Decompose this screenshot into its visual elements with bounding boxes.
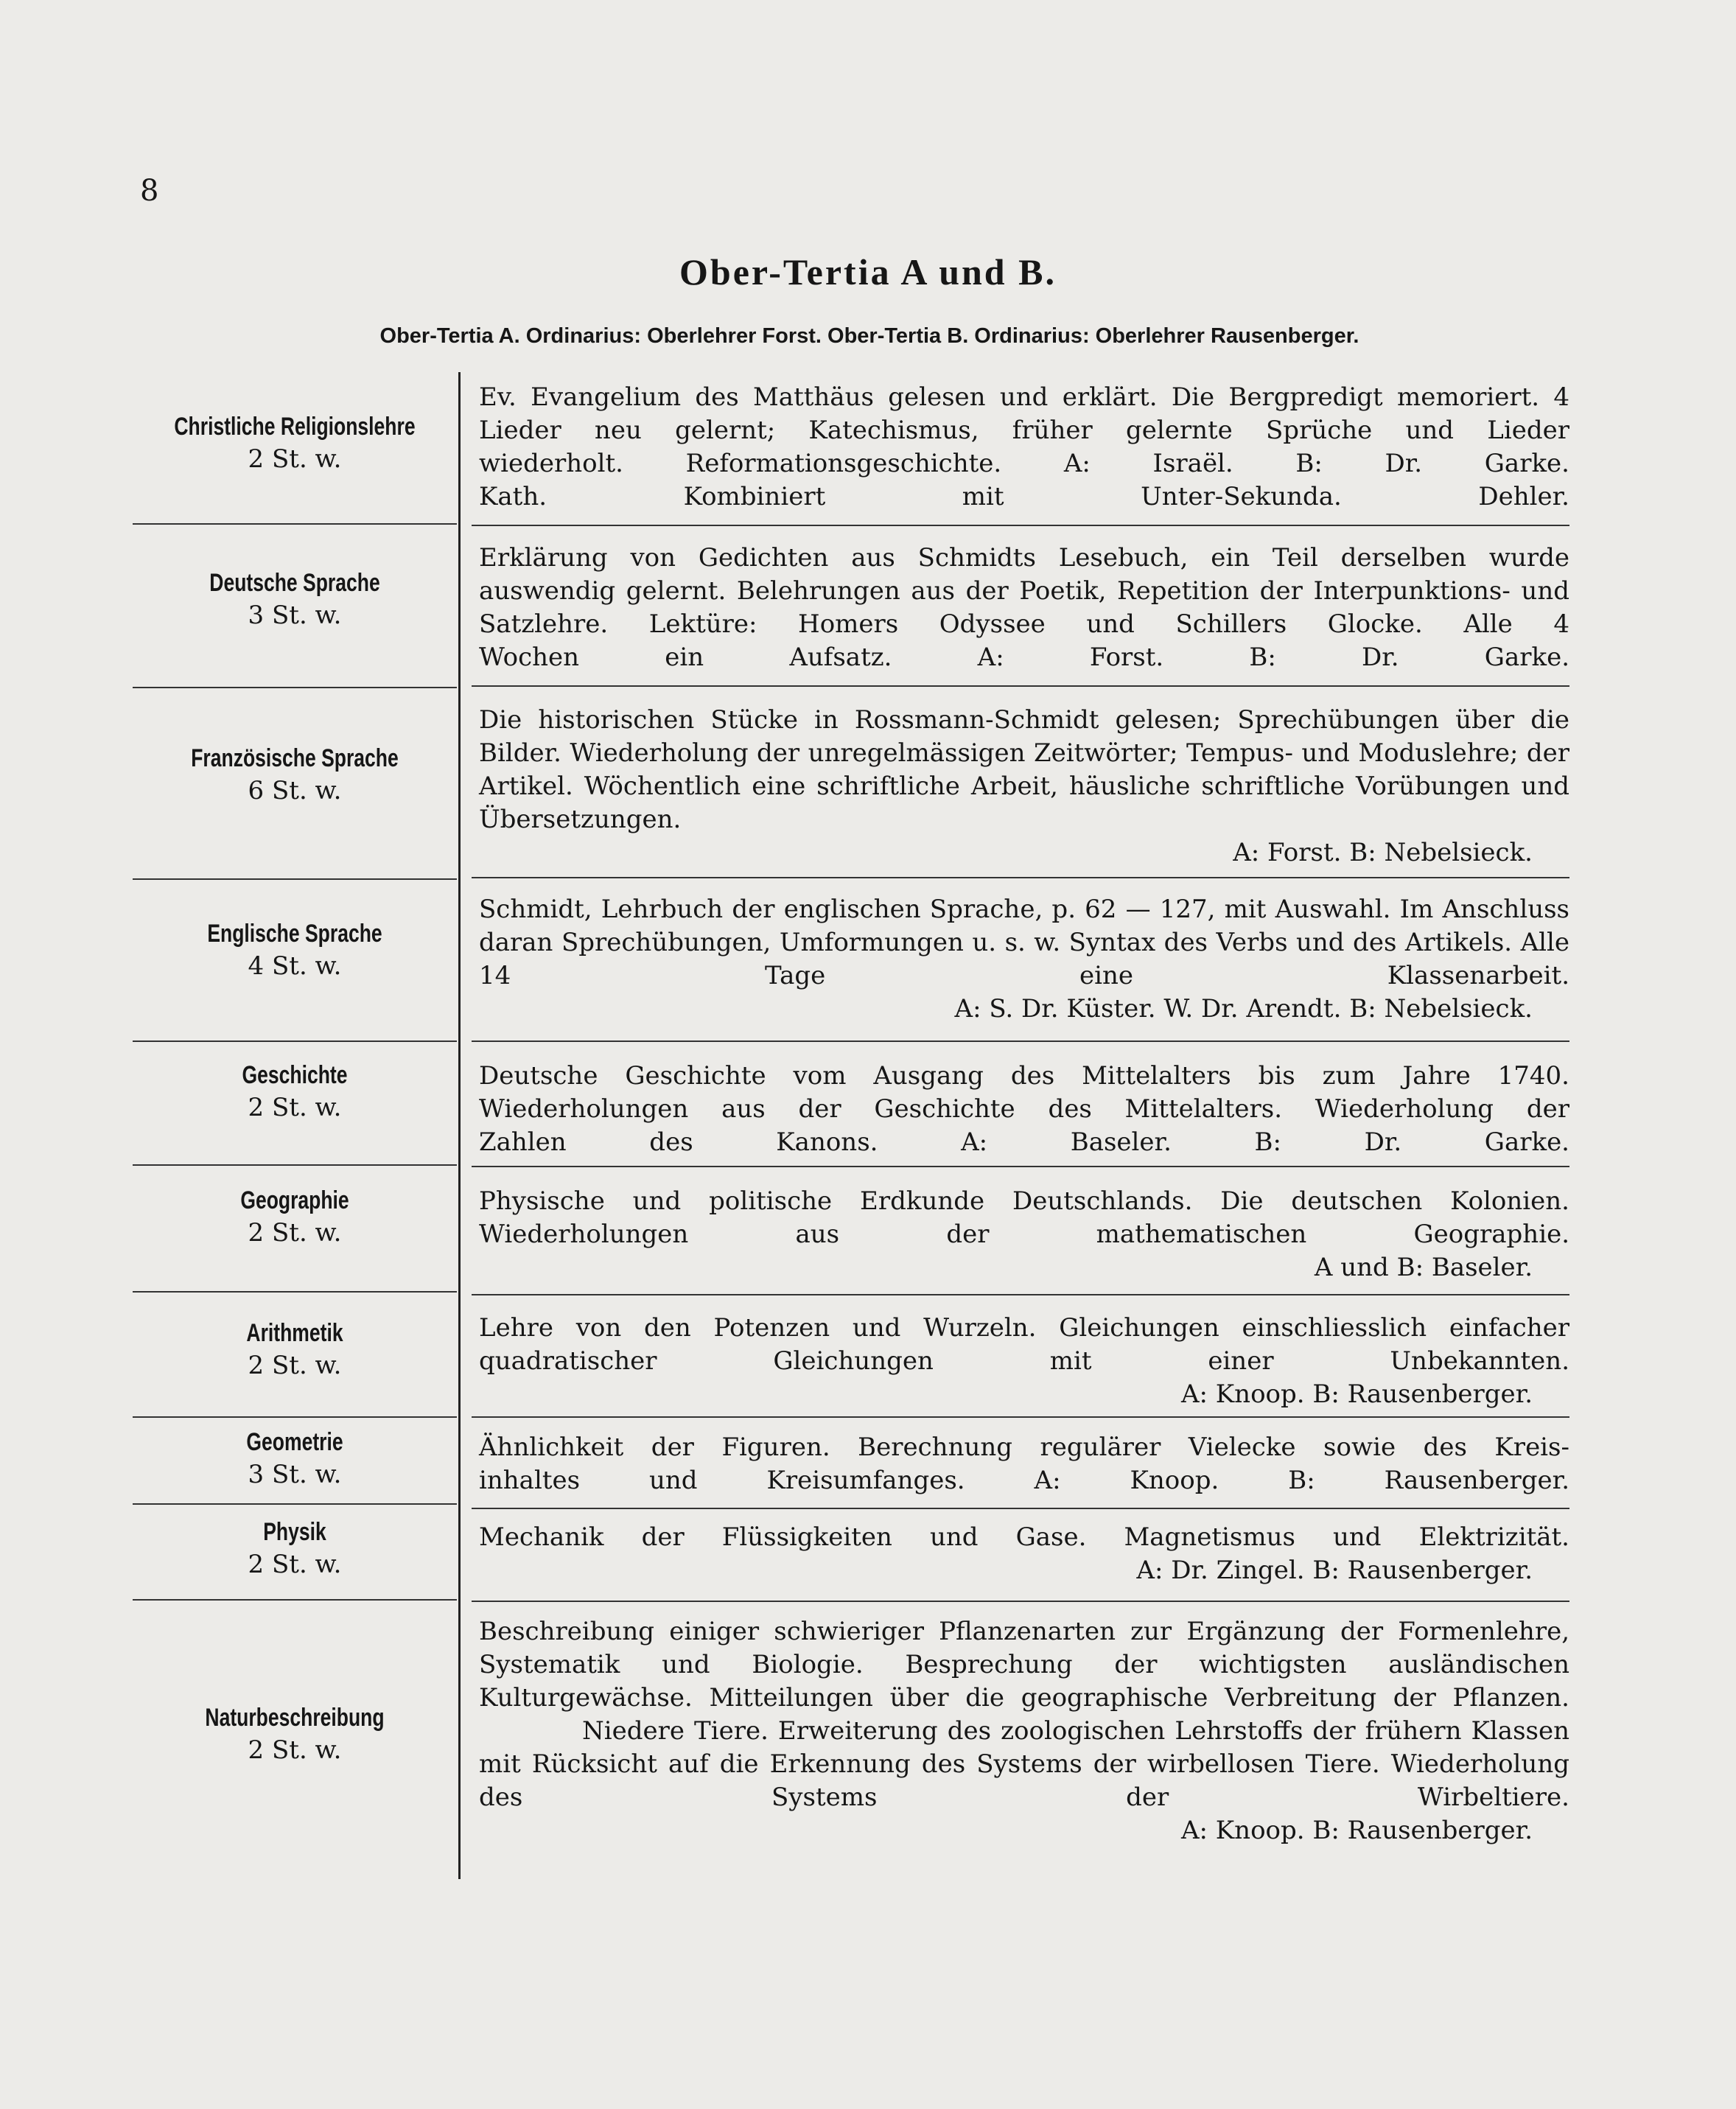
subject-name: Geschichte: [242, 1061, 348, 1089]
content-text: Erklärung von Gedichten aus Schmidts Lesebuch, ein Teil derselben wurde auswendig gelernt. Belehrungen aus der Poetik, Repetition der Interpunktions- und Satzlehre. Lektüre: Homers Odyssee und Schillers Glocke. Alle 4: [479, 543, 1569, 639]
content-naturbeschreibung: [479, 1615, 1569, 1847]
subject-hours: 2 St. w.: [248, 1735, 342, 1765]
row-separator-right: [472, 525, 1569, 526]
subject-hours: 3 St. w.: [248, 601, 342, 630]
content-text: Schmidt, Lehrbuch der englischen Sprache, p. 62 — 127, mit Auswahl. Im Anschluss daran Sprechübungen, Umformungen u. s. w. Syntax des Verbs und des Artikels. Alle 14 Tage eine Klassenarbeit.: [479, 895, 1569, 990]
content-attribution: A: Knoop. B: Rausenberger.: [1180, 1816, 1533, 1845]
content-attribution: A: S. Dr. Küster. W. Dr. Arendt. B: Nebelsieck.: [954, 994, 1533, 1024]
subject-hours: 2 St. w.: [248, 1351, 342, 1380]
row-separator-left: [133, 523, 457, 525]
subject-name: Geographie: [240, 1186, 349, 1214]
content-text: Beschreibung einiger schwieriger Pflanzenarten zur Ergänzung der Formenlehre, Systematik und Biologie. Besprechung der wichtigsten ausländischen Kulturgewächse. Mitteilungen über die geographische Verbreitung der Pflanzen.: [479, 1617, 1569, 1713]
content-franzoesisch: [479, 704, 1569, 870]
content-text: Ev. Evangelium des Matthäus gelesen und erklärt. Die Bergpredigt memoriert. 4 Lieder neu gelernt; Katechismus, früher gelernte Sprüche und Lieder: [479, 382, 1569, 445]
subject-geometrie: [133, 1428, 457, 1489]
content-text: Mechanik der Flüssigkeiten und Gase. Magnetismus und Elektrizität.: [479, 1522, 1569, 1552]
subject-naturbeschreibung: [133, 1704, 457, 1765]
subject-name: Deutsche Sprache: [209, 569, 380, 597]
row-separator-right: [472, 1166, 1569, 1167]
content-last-line: inhaltes und Kreisumfanges. A: Knoop. B: Rausenberger.: [479, 1466, 1569, 1495]
content-geometrie: [479, 1431, 1569, 1497]
content-last-line: Zahlen des Kanons. A: Baseler. B: Dr. Garke.: [479, 1127, 1569, 1157]
subject-hours: 2 St. w.: [248, 1093, 342, 1122]
content-attribution: Kath. Kombiniert mit Unter-Sekunda. Dehler.: [479, 482, 1569, 511]
content-last-line: Wochen ein Aufsatz. A: Forst. B: Dr. Garke.: [479, 643, 1569, 672]
subject-name: Englische Sprache: [207, 920, 382, 948]
content-text: Physische und politische Erdkunde Deutschlands. Die deutschen Kolonien. Wiederholungen aus der mathematischen Geographie.: [479, 1186, 1569, 1249]
page-number: 8: [140, 174, 159, 208]
subject-physik: [133, 1518, 457, 1579]
row-separator-right: [472, 1508, 1569, 1509]
page-title: Ober-Tertia A und B.: [679, 251, 1057, 293]
row-separator-right: [472, 1040, 1569, 1042]
content-geschichte: [479, 1060, 1569, 1159]
row-separator-right: [472, 1601, 1569, 1602]
row-separator-right: [472, 877, 1569, 878]
subject-geographie: [133, 1186, 457, 1248]
content-text: Die historischen Stücke in Rossmann-Schmidt gelesen; Sprechübungen über die Bilder. Wiederholung der unregelmässigen Zeitwörter; Tempus- und Moduslehre; der Artikel. Wöchentlich eine schriftliche Arbeit, häusliche schriftliche Vorübungen und Übersetzungen.: [479, 705, 1569, 834]
content-attribution: A: Knoop. B: Rausenberger.: [1180, 1379, 1533, 1409]
row-separator-right: [472, 1416, 1569, 1418]
content-text-2: Niedere Tiere. Erweiterung des zoologischen Lehrstoffs der frühern Klassen mit Rücksicht auf die Erkennung des Systems der wirbellosen Tiere. Wiederholung des Systems der Wirbeltiere.: [479, 1716, 1569, 1812]
subject-hours: 2 St. w.: [248, 444, 342, 474]
subject-name: Physik: [263, 1518, 326, 1546]
content-physik: [479, 1521, 1569, 1587]
content-religion: [479, 381, 1569, 514]
subject-name: Naturbeschreibung: [205, 1704, 385, 1732]
subject-name: Geometrie: [246, 1428, 343, 1456]
row-separator-right: [472, 685, 1569, 687]
content-attribution: A: Dr. Zingel. B: Rausenberger.: [1136, 1556, 1533, 1585]
row-separator-left: [133, 1503, 457, 1505]
subject-englisch: [133, 920, 457, 981]
subject-hours: 6 St. w.: [248, 776, 342, 805]
row-separator-left: [133, 687, 457, 688]
row-separator-right: [472, 1294, 1569, 1295]
content-attribution: A und B: Baseler.: [1314, 1253, 1533, 1282]
content-text: Ähnlichkeit der Figuren. Berechnung regulärer Vielecke sowie des Kreis-: [479, 1433, 1569, 1462]
content-last-line: wiederholt. Reformationsgeschichte. A: Israël. B: Dr. Garke.: [479, 449, 1569, 478]
column-divider: [458, 372, 461, 1879]
subject-hours: 3 St. w.: [248, 1460, 342, 1489]
row-separator-left: [133, 1040, 457, 1042]
subject-hours: 2 St. w.: [248, 1550, 342, 1579]
row-separator-left: [133, 1599, 457, 1601]
row-separator-left: [133, 1291, 457, 1293]
content-arithmetik: [479, 1312, 1569, 1411]
page-subtitle: Ober-Tertia A. Ordinarius: Oberlehrer Forst. Ober-Tertia B. Ordinarius: Oberlehrer Rausenberger.: [379, 324, 1359, 348]
content-deutsch: [479, 542, 1569, 674]
subject-name: Arithmetik: [246, 1319, 343, 1347]
content-englisch: [479, 893, 1569, 1026]
subject-franzoesisch: [133, 744, 457, 805]
row-separator-left: [133, 878, 457, 880]
subject-name: Christliche Religionslehre: [174, 413, 416, 441]
row-separator-left: [133, 1416, 457, 1418]
subject-name: Französische Sprache: [191, 744, 399, 772]
subject-deutsch: [133, 569, 457, 630]
content-text: Deutsche Geschichte vom Ausgang des Mittelalters bis zum Jahre 1740. Wiederholungen aus der Geschichte des Mittelalters. Wiederholung der: [479, 1061, 1569, 1124]
subject-arithmetik: [133, 1319, 457, 1380]
row-separator-left: [133, 1164, 457, 1166]
subject-hours: 4 St. w.: [248, 951, 342, 981]
content-text: Lehre von den Potenzen und Wurzeln. Gleichungen einschliesslich einfacher quadratischer Gleichungen mit einer Unbekannten.: [479, 1313, 1569, 1376]
subject-religion: [133, 413, 457, 474]
subject-hours: 2 St. w.: [248, 1218, 342, 1248]
content-geographie: [479, 1185, 1569, 1284]
content-attribution: A: Forst. B: Nebelsieck.: [1233, 838, 1533, 867]
subject-geschichte: [133, 1061, 457, 1122]
